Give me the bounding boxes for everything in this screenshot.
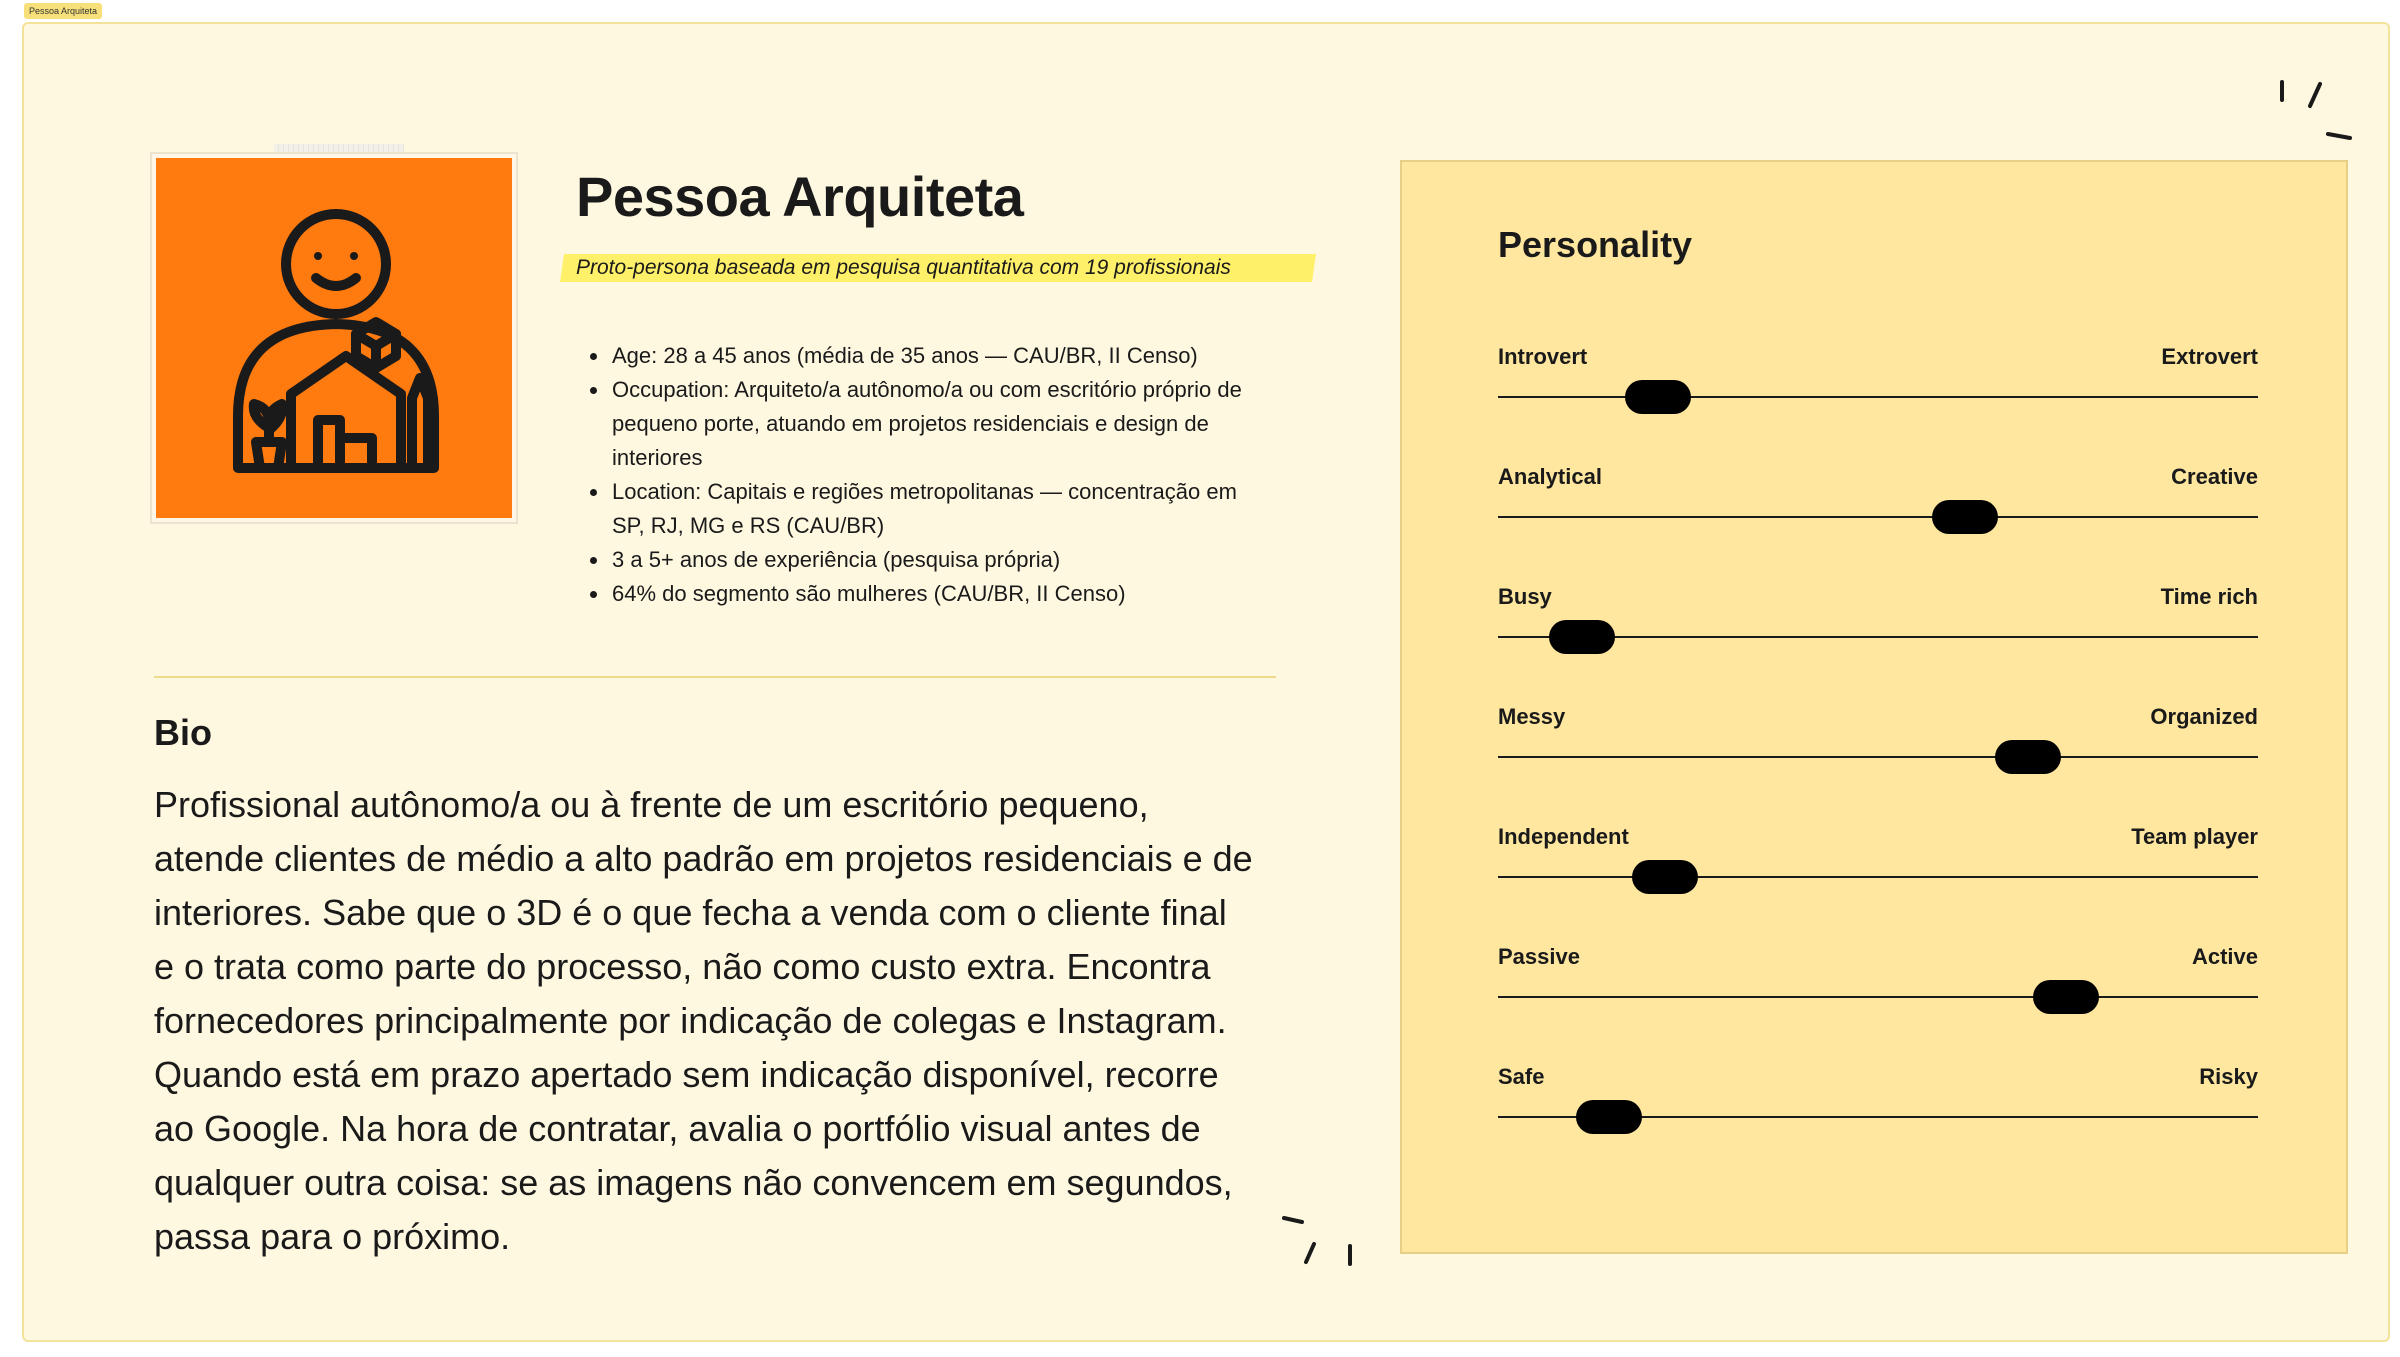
slider-thumb[interactable] <box>1576 1100 1642 1134</box>
sparkle-doodle-bottom-icon <box>1280 1210 1370 1290</box>
personality-title: Personality <box>1498 224 1693 265</box>
slider-right-label: Risky <box>2199 1064 2258 1089</box>
fact-experience: • 3 a 5+ anos de experiência (pesquisa própria) <box>610 543 1270 577</box>
slider-track <box>1498 756 2258 758</box>
slider-thumb[interactable] <box>1625 380 1691 414</box>
fact-occupation: • Occupation: Arquiteto/a autônomo/a ou com escritório próprio de pequeno porte, atuando em projetos residenciais e design de interiores <box>610 373 1270 475</box>
slider-thumb[interactable] <box>1995 740 2061 774</box>
slider-right-label: Organized <box>2150 704 2258 729</box>
slider-right-label: Active <box>2191 944 2258 969</box>
persona-frame <box>22 22 2390 1342</box>
slider-right-label: Creative <box>2171 464 2258 489</box>
slider-left-label: Independent <box>1498 824 1629 849</box>
slider-safe-risky[interactable] <box>1498 1064 2258 1134</box>
slider-left-label: Passive <box>1498 944 1580 969</box>
slider-introvert-extrovert[interactable] <box>1498 344 2258 414</box>
slider-track <box>1498 996 2258 998</box>
slider-left-label: Analytical <box>1498 464 1602 489</box>
slider-passive-active[interactable] <box>1498 944 2258 1014</box>
frame-label[interactable]: Pessoa Arquiteta <box>24 3 102 19</box>
slider-messy-organized[interactable] <box>1498 704 2258 774</box>
persona-title: Pessoa Arquiteta <box>576 165 1024 228</box>
slider-busy-timerich[interactable] <box>1498 584 2258 654</box>
fact-age: • Age: 28 a 45 anos (média de 35 anos — CAU/BR, II Censo) <box>610 339 1270 373</box>
bio-text: Profissional autônomo/a ou à frente de um escritório pequeno, atende clientes de médio a alto padrão em projetos residenciais e de interiores. Sabe que o 3D é o que fecha a venda com o cliente final e o trata como parte do processo, não como custo extra. Encontra fornecedores principalmente por indicação de colegas e Instagram. Quando está em prazo apertado sem indicação disponível, recorre ao Google. Na hora de contratar, avalia o portfólio visual antes de qualquer outra coisa: se as imagens não convencem em segundos, passa para o próximo. <box>154 784 1253 1257</box>
slider-right-label: Extrovert <box>2161 344 2258 369</box>
section-divider <box>154 676 1276 678</box>
slider-thumb[interactable] <box>1932 500 1998 534</box>
slider-analytical-creative[interactable] <box>1498 464 2258 534</box>
bio-title: Bio <box>154 712 212 753</box>
avatar-card <box>152 154 516 522</box>
slider-left-label: Safe <box>1498 1064 1545 1089</box>
slider-track <box>1498 516 2258 518</box>
slider-left-label: Busy <box>1498 584 1552 609</box>
architect-person-icon <box>216 198 456 478</box>
fact-location: • Location: Capitais e regiões metropolitanas — concentração em SP, RJ, MG e RS (CAU/BR) <box>610 475 1270 543</box>
slider-independent-teamplayer[interactable] <box>1498 824 2258 894</box>
persona-subtitle: Proto-persona baseada em pesquisa quantitativa com 19 profissionais <box>576 256 1231 279</box>
slider-thumb[interactable] <box>1632 860 1698 894</box>
slider-track <box>1498 876 2258 878</box>
slider-track <box>1498 396 2258 398</box>
sparkle-doodle-top-icon <box>2274 76 2354 156</box>
slider-left-label: Messy <box>1498 704 1566 729</box>
slider-thumb[interactable] <box>2033 980 2099 1014</box>
slider-left-label: Introvert <box>1498 344 1588 369</box>
slider-right-label: Time rich <box>2160 584 2258 609</box>
slider-thumb[interactable] <box>1549 620 1615 654</box>
persona-facts <box>588 339 1270 611</box>
fact-gender: • 64% do segmento são mulheres (CAU/BR, II Censo) <box>610 577 1270 611</box>
personality-card <box>1400 160 2348 1254</box>
slider-right-label: Team player <box>2131 824 2258 849</box>
